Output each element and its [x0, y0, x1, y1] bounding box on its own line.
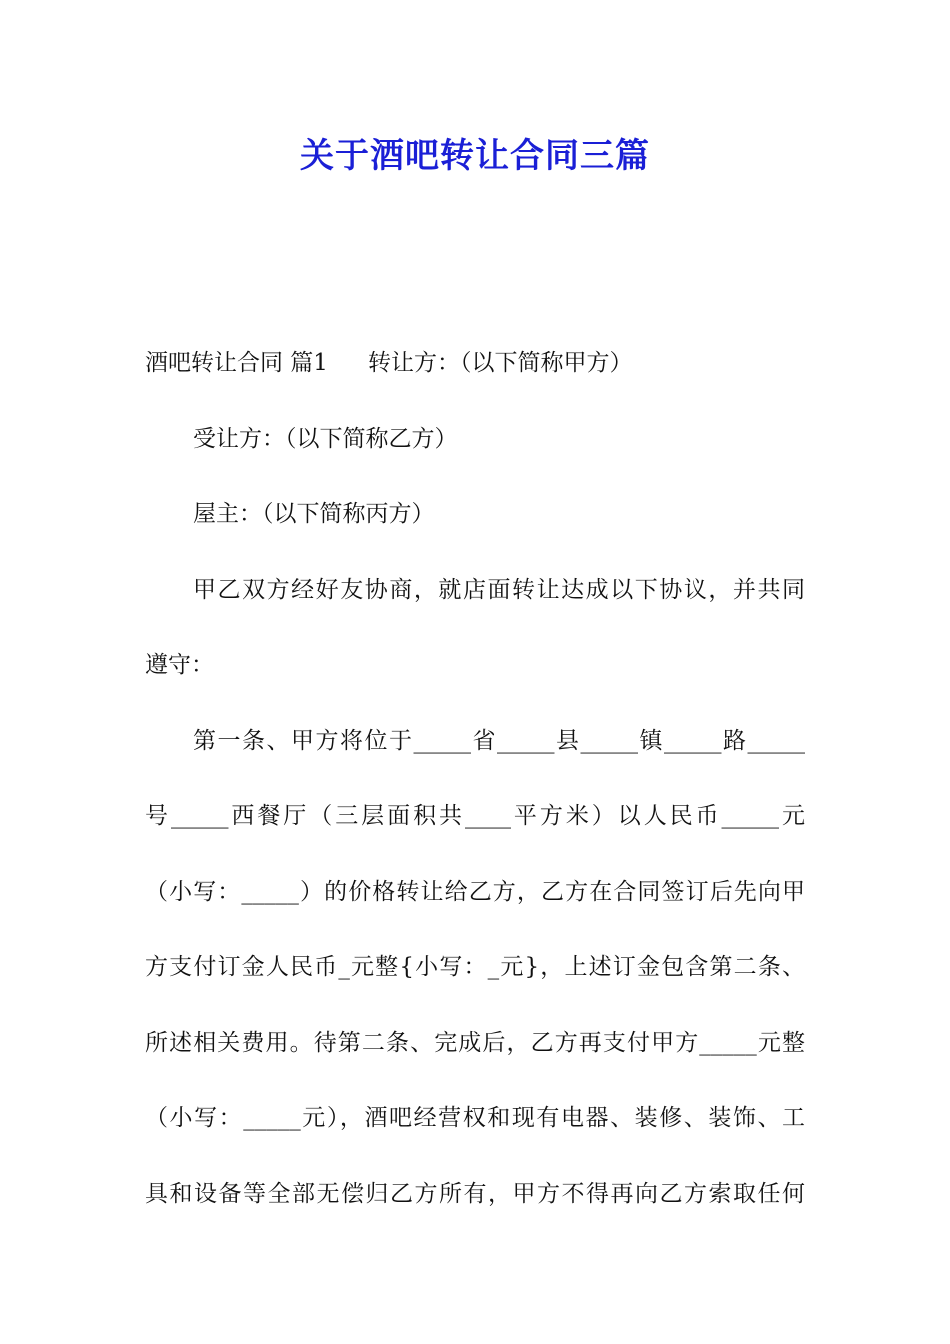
article-1-line-6: （小写：_____元），酒吧经营权和现有电器、装修、装饰、工 [145, 1105, 805, 1131]
section-label: 酒吧转让合同 篇1 [145, 350, 328, 376]
intro-paragraph [145, 553, 805, 704]
article-1-line-4: 方支付订金人民币_元整{小写：_元}，上述订金包含第二条、 [145, 954, 805, 980]
intro-line-1: 甲乙双方经好友协商，就店面转让达成以下协议，并共同 [193, 576, 805, 603]
article-1-line-5: 所述相关费用。待第二条、完成后，乙方再支付甲方_____元整 [145, 1029, 805, 1056]
article-1-paragraph [145, 704, 805, 1233]
article-1-line-3: （小写：_____）的价格转让给乙方，乙方在合同签订后先向甲 [145, 878, 805, 905]
article-1-line-7: 具和设备等全部无偿归乙方所有，甲方不得再向乙方索取任何 [145, 1180, 805, 1207]
article-1-line-1: 第一条、甲方将位于_____省_____县_____镇_____路_____ [193, 727, 805, 754]
section-heading-line [145, 326, 805, 402]
article-1-line-2: 号_____西餐厅（三层面积共____平方米）以人民币_____元 [145, 803, 805, 829]
transferor-line: 转让方：（以下简称甲方） [367, 350, 633, 376]
document-title: 关于酒吧转让合同三篇 [300, 136, 650, 176]
transferee-line: 受让方：（以下简称乙方） [193, 425, 458, 452]
intro-line-2: 遵守： [145, 652, 214, 678]
document-body [145, 326, 805, 1232]
landlord-line: 屋主：（以下简称丙方） [193, 501, 435, 527]
